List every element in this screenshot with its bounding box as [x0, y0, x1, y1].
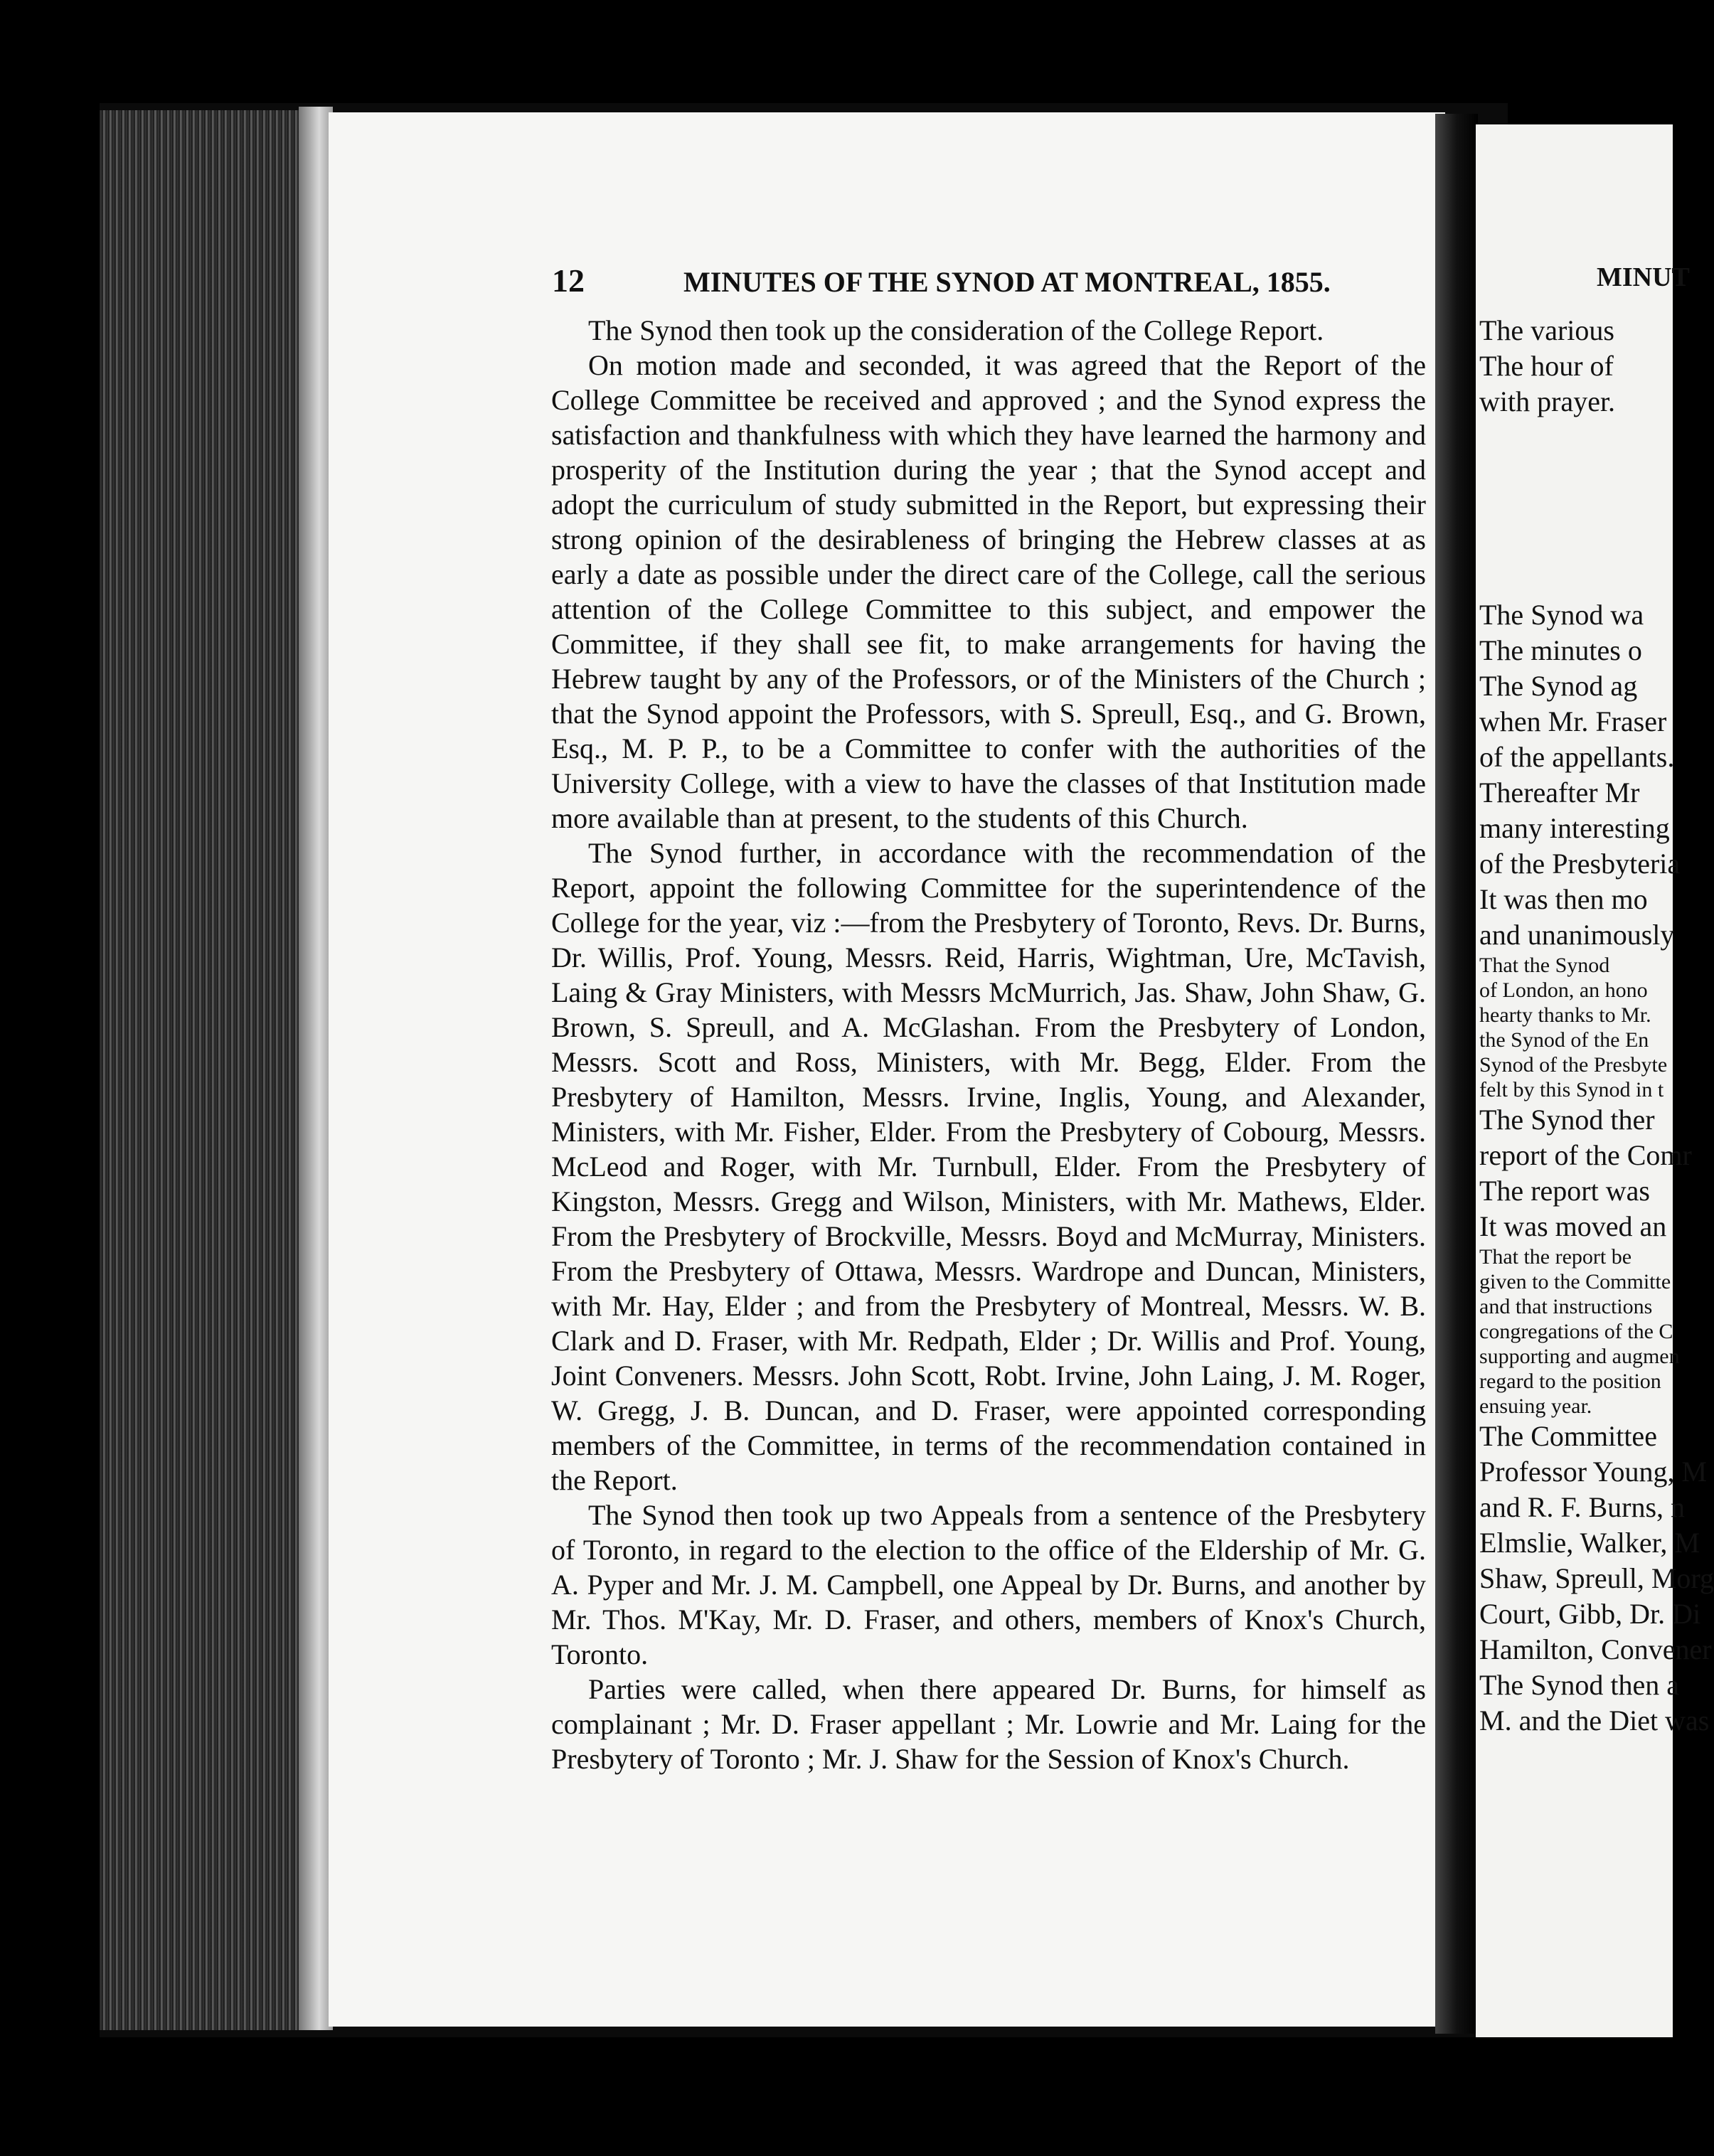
right-page-line: report of the Comr — [1479, 1139, 1692, 1171]
right-page-line: and that instructions — [1479, 1295, 1653, 1318]
right-page-line: The Synod wa — [1479, 599, 1644, 631]
right-page-line: and unanimously — [1479, 919, 1675, 951]
right-page-line: The report was — [1479, 1175, 1650, 1207]
right-page-line — [1479, 562, 1693, 597]
right-page-line: M. and the Diet was — [1479, 1704, 1710, 1736]
running-head — [552, 262, 1462, 299]
paragraph: Parties were called, when there appeared Dr. Burns, for himself as complainant ; Mr. D. Fraser appellant ; Mr. Lowrie and Mr. Laing for the Presbytery of Toronto ; Mr. J. Shaw for the Session of Knox's Church. — [551, 1673, 1426, 1775]
right-page-line: That the report be — [1479, 1245, 1632, 1269]
page-number: 12 — [552, 262, 585, 299]
right-page-line: Elmslie, Walker, M — [1479, 1527, 1700, 1559]
right-page-line — [1479, 491, 1693, 526]
right-page-line: of London, an hono — [1479, 978, 1648, 1002]
right-page-line: Court, Gibb, Dr. Di — [1479, 1598, 1701, 1630]
right-page-line — [1479, 420, 1693, 455]
right-page-line: regard to the position — [1479, 1370, 1661, 1393]
page-edge-highlight — [299, 107, 333, 2030]
right-page-line — [1479, 526, 1693, 562]
right-page-line — [1479, 455, 1693, 491]
right-page-line: It was moved an — [1479, 1210, 1667, 1242]
right-page-line: The various — [1479, 314, 1614, 346]
right-page-line: The Synod ag — [1479, 670, 1638, 702]
right-page-line: Professor Young, M — [1479, 1456, 1708, 1488]
page-edges — [100, 110, 327, 2030]
right-page-line: hearty thanks to Mr. — [1479, 1003, 1651, 1027]
right-page-line: when Mr. Fraser — [1479, 705, 1667, 737]
right-page-line: many interesting — [1479, 812, 1670, 844]
right-page-line: of the Presbyteria — [1479, 848, 1681, 880]
right-page-line: and R. F. Burns, n — [1479, 1491, 1686, 1523]
right-page-line: The Synod then a — [1479, 1669, 1680, 1701]
right-page-line: The hour of — [1479, 350, 1614, 382]
right-page-line: the Synod of the En — [1479, 1028, 1649, 1052]
right-page-line: The minutes o — [1479, 634, 1642, 666]
right-page-line: ensuing year. — [1479, 1394, 1592, 1418]
running-head-title: MINUTES OF THE SYNOD AT MONTREAL, 1855. — [683, 266, 1331, 298]
right-page-line: The Synod ther — [1479, 1104, 1655, 1136]
right-page-line: supporting and augmen — [1479, 1345, 1680, 1368]
right-page-line: of the appellants. — [1479, 741, 1675, 773]
book-gutter — [1435, 114, 1478, 2034]
right-page-line: Synod of the Presbyte — [1479, 1053, 1668, 1077]
paragraph: On motion made and seconded, it was agreed that the Report of the College Committee be received and approved ; and the Synod express the satisfaction and thankfulness with which they have learned the harmony and prosperity of the Institution during the year ; that the Synod accept and adopt the curriculum of study submitted in the Report, but expressing their strong opinion of the desirableness of bringing the Hebrew classes at as early a date as possible under the direct care of the College, call the serious attention of the College Committee to this subject, and empower the Committee, if they shall see fit, to make arrangements for having the Hebrew taught by any of the Professors, or of the Ministers of the Church ; that the Synod appoint the Professors, with S. Spreull, Esq., and G. Brown, Esq., M. P. P., to be a Committee to confer with the authorities of the University College, with a view to have the classes of that Institution made more available than at present, to the students of this Church. — [551, 349, 1426, 834]
right-page-line: Hamilton, Convener — [1479, 1633, 1712, 1665]
right-page-line: congregations of the C — [1479, 1320, 1673, 1343]
right-running-head: MINUT — [1597, 262, 1690, 292]
paragraph: The Synod then took up two Appeals from a sentence of the Presbytery of Toronto, in regard to the election to the office of the Eldership of Mr. G. A. Pyper and Mr. J. M. Campbell, one Appeal by Dr. Burns, and another by Mr. Thos. M'Kay, Mr. D. Fraser, and others, members of Knox's Church, Toronto. — [551, 1499, 1426, 1670]
right-page-line: The Committee — [1479, 1420, 1657, 1452]
right-page-line: with prayer. — [1479, 385, 1616, 417]
right-page-line: That the Synod — [1479, 954, 1610, 977]
paragraph: The Synod then took up the consideration of the College Report. — [588, 314, 1324, 346]
right-page-line: Thereafter Mr — [1479, 777, 1640, 808]
right-page-line: felt by this Synod in t — [1479, 1078, 1664, 1101]
right-page-line: It was then mo — [1479, 883, 1648, 915]
paragraph: The Synod further, in accordance with the recommendation of the Report, appoint the following Committee for the superintendence of the College for the year, viz :—from the Presbytery of Toronto, Revs. Dr. Burns, Dr. Willis, Prof. Young, Messrs. Reid, Harris, Wightman, Ure, McTavish, Laing & Gray Ministers, with Messrs McMurrich, Jas. Shaw, John Shaw, G. Brown, S. Spreull, and A. McGlashan. From the Presbytery of London, Messrs. Scott and Ross, Ministers, with Mr. Begg, Elder. From the Presbytery of Hamilton, Messrs. Irvine, Inglis, Young, and Alexander, Ministers, with Mr. Fisher, Elder. From the Presbytery of Cobourg, Messrs. McLeod and Roger, with Mr. Turnbull, Elder. From the Presbytery of Kingston, Messrs. Gregg and Wilson, Ministers, with Mr. Mathews, Elder. From the Presbytery of Brockville, Messrs. Boyd and McMurray, Ministers. From the Presbytery of Ottawa, Messrs. Wardrope and Duncan, Ministers, with Mr. Hay, Elder ; and from the Presbytery of Montreal, Messrs. W. B. Clark and D. Fraser, with Mr. Redpath, Elder ; Dr. Willis and Prof. Young, Joint Conveners. Messrs. John Scott, Robt. Irvine, John Laing, J. M. Roger, W. Gregg, J. B. Duncan, and D. Fraser, were appointed corresponding members of the Committee, in terms of the recommendation contained in the Report. — [551, 837, 1426, 1496]
right-page-line: given to the Committe — [1479, 1270, 1671, 1293]
right-page-text — [1479, 313, 1714, 1739]
left-page-text — [551, 313, 1426, 1776]
right-page-line: Shaw, Spreull, Morg — [1479, 1562, 1714, 1594]
